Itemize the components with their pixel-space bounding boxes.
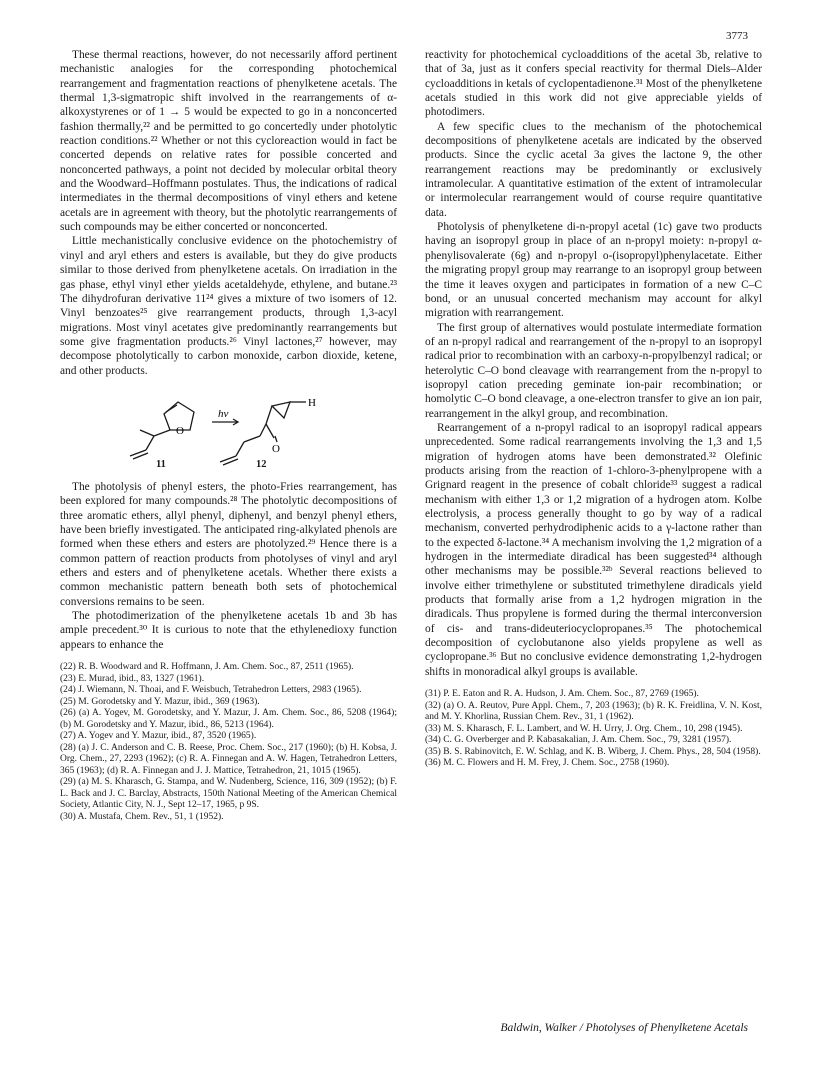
- o-atom-11: O: [176, 424, 184, 437]
- paragraph: Photolysis of phenylketene di-n-propyl acetal (1c) gave two products having an isopropyl group in place of an n-propyl moiety: n-propyl α-phenylisovalerate (6g) and n-propyl o-(isopropyl)phenylacetate. Either the migrating propyl group may rearrange to an isopropyl group between the time it leaves oxygen and participates in formation of a new C–C bond, or an unusual concerted mechanism may account for alkyl migration with rearrangement.: [425, 221, 762, 320]
- h-atom-12: H: [308, 396, 316, 409]
- reference: (36) M. C. Flowers and H. M. Frey, J. Chem. Soc., 2758 (1960).: [425, 758, 670, 769]
- compound-label-11: 11: [156, 458, 166, 470]
- reference: (35) B. S. Rabinovitch, E. W. Schlag, and K. B. Wiberg, J. Chem. Phys., 28, 504 (1958).: [425, 746, 761, 757]
- ring-12: [272, 402, 290, 418]
- reference: (26) (a) A. Yogev, M. Gorodetsky, and Y. Mazur, J. Am. Chem. Soc., 86, 5208 (1964); (b) M. Gorodetsky and Y. Mazur, ibid., 86, 5213 (1964).: [60, 708, 397, 730]
- o-atom-12: O: [272, 442, 280, 455]
- paragraph: These thermal reactions, however, do not necessarily afford pertinent mechanistic analogies for the corresponding photochemical rearrangement and fragmentation reactions of phenylketene acetals. The thermal 1,3-sigmatropic shift involved in the rearrangements of α-alkoxystyrenes or of 1 → 5 would be expected to go in a nonconcerted fashion thermally,²² and be permitted to go concertedly under photolytic reaction conditions.²² Whether or not this cycloreaction would in fact be concerted depends on relative rates for possible concerted and nonconcerted pathways, a point not decided by molecular orbital theory and the Woodward–Hoffmann postulates. Thus, the indications of radical intermediates in the thermal decompositions of vinyl ethers and ketene acetals are in agreement with theory, but the photolytic rearrangements of such compounds may be either concerted or nonconcerted.: [60, 49, 397, 234]
- paragraph: Rearrangement of a n-propyl radical to an isopropyl radical appears unprecedented. Some radical rearrangements involving the 1,3 and 1,5 migration of hydrogen atoms have been demonstrated.³² Olefinic products arising from the reaction of 1-chloro-3-phenylpropene with a Grignard reagent in the presence of cobalt chloride³³ suggest a radical mechanism with either 1,3 or 1,2 migration of a hydrogen atom. Kolbe electrolysis, a process generally thought to go by way of a radical mechanism, converted perhydrodiphenic acids to a γ-lactone rather than to the expected δ-lactone.³⁴ A mechanism involving the 1,2 migration of a hydrogen in the intermediate diradical has been suggested³⁴ although other mechanisms may be possible.³²ᵇ Several reactions believed to involve either trimethylene or substituted trimethylene diradicals yield products that formally arise from a 1,2 hydrogen migration in the diradicals. Thus propylene is formed during the thermal interconversion of cis- and trans-dideuteriocyclopropanes.³⁵ The photochemical decomposition of cyclobutanone also yields propylene as well as cyclopropane.³⁶ But no conclusive evidence demonstrating 1,2-hydrogen shifts in monoradical alkyl groups is available.: [425, 421, 762, 678]
- side-chain-11: [154, 430, 170, 436]
- reference: (30) A. Mustafa, Chem. Rev., 51, 1 (1952).: [60, 811, 224, 822]
- reference: (33) M. S. Kharasch, F. L. Lambert, and W. H. Urry, J. Org. Chem., 10, 298 (1945).: [425, 723, 743, 734]
- reference: (24) J. Wiemann, N. Thoai, and F. Weisbuch, Tetrahedron Letters, 2983 (1965).: [60, 685, 362, 696]
- right-column: [425, 48, 762, 770]
- left-column: [60, 48, 397, 823]
- paragraph: reactivity for photochemical cycloadditions of the acetal 3b, relative to that of 3a, just as it confers special reactivity for thermal Diels–Alder cycloadditions in ketals of cyclopentadienone.³¹ Most of the phenylketene acetals studied in this work did not give appreciable yields of photodimers.: [425, 49, 762, 119]
- scheme-structures: [60, 384, 397, 472]
- running-title: Baldwin, Walker / Photolyses of Phenylketene Acetals: [500, 1022, 748, 1034]
- compound-label-12: 12: [256, 458, 267, 470]
- reference: (31) P. E. Eaton and R. A. Hudson, J. Am. Chem. Soc., 87, 2769 (1965).: [425, 689, 699, 700]
- paragraph: The photolysis of phenyl esters, the photo-Fries rearrangement, has been explored for many compounds.²⁸ The photolytic decompositions of three aromatic ethers, allyl phenyl, diphenyl, and benzyl phenyl ethers, have been briefly investigated. The anticipated ring-alkylated phenols are formed when these ethers and esters are photolyzed.²⁹ Hence there is a common pattern of reaction products from photolyses of vinyl and aryl ethers and esters and of phenylketene acetals. Whether there exists a common mechanistic pattern beneath both sets of photochemical conversions remains to be seen.: [60, 480, 397, 608]
- reference: (22) R. B. Woodward and R. Hoffmann, J. Am. Chem. Soc., 87, 2511 (1965).: [60, 662, 354, 673]
- page-number: 3773: [726, 30, 748, 42]
- reference: (23) E. Murad, ibid., 83, 1327 (1961).: [60, 673, 205, 684]
- paragraph: The photodimerization of the phenylketene acetals 1b and 3b has ample precedent.³⁰ It is curious to note that the ethylenedioxy function appears to enhance the: [60, 610, 397, 651]
- reaction-scheme: [60, 384, 397, 472]
- paragraph: Little mechanistically conclusive evidence on the photochemistry of vinyl and aryl ethers and esters is available, but they do give products similar to those derived from phenylketene acetals. On irradiation in the gas phase, ethyl vinyl ether yields acetaldehyde, ethylene, and butane.²³ The dihydrofuran derivative 11²⁴ gives a mixture of two isomers of 12. Vinyl benzoates²⁵ give rearrangement products, through 1,3-acyl migrations. Most vinyl acetates give predominantly rearrangements but some give fragmentation products.²⁶ Vinyl lactones,²⁷ however, may decompose photolytically to carbon monoxide, carbon dioxide, ketene, and other products.: [60, 235, 397, 377]
- reference: (28) (a) J. C. Anderson and C. B. Reese, Proc. Chem. Soc., 217 (1960); (b) H. Kobsa, J. Org. Chem., 27, 2293 (1962); (c) R. A. Finnegan and A. W. Hagen, Tetrahedron Letters, 365 (1963); (d) R. A. Finnegan and J. J. Mattice, Tetrahedron, 21, 1015 (1965).: [60, 742, 397, 776]
- reference: (27) A. Yogev and Y. Mazur, ibid., 87, 3520 (1965).: [60, 731, 257, 742]
- references-left: [60, 662, 397, 823]
- reference: (32) (a) O. A. Reutov, Pure Appl. Chem., 7, 203 (1963); (b) R. K. Freidlina, V. N. Kost, and M. Y. Khorlina, Russian Chem. Rev., 31, 1 (1962).: [425, 700, 762, 723]
- reference: (34) C. G. Overberger and P. Kabasakalian, J. Am. Chem. Soc., 79, 3281 (1957).: [425, 735, 732, 746]
- paragraph: A few specific clues to the mechanism of the photochemical decompositions of phenylketene acetals are indicated by the observed products. Since the cyclic acetal 3a gives the lactone 9, the other rearrangement reactions may be predominantly or exclusively intramolecular. A quantitative estimation of the extent of intramolecular or intermolecular rearrangement would of course require quantitative data.: [425, 120, 762, 219]
- arrow-label: hν: [218, 407, 229, 420]
- reference: (25) M. Gorodetsky and Y. Mazur, ibid., 369 (1963).: [60, 696, 260, 707]
- paragraph: The first group of alternatives would postulate intermediate formation of an n-propyl radical and rearrangement of the n-propyl to an isopropyl radical prior to recombination with an carboxy-n-propylbenzyl radical; or heterolytic C–O bond cleavage with rearrangement from the n-propyl to isopropyl cation preceding geminate ion-pair recombination; or homolytic C–O bond cleavage, a one-electron transfer to give an ion pair, rearrangement in the alkyl group, and recombination.: [425, 321, 762, 420]
- references-right: [425, 689, 762, 770]
- reference: (29) (a) M. S. Kharasch, G. Stampa, and W. Nudenberg, Science, 116, 309 (1952); (b) F. L. Back and J. C. Barclay, Abstracts, 150th National Meeting of the American Chemical Society, Atlantic City, N. J., Sept 12–17, 1965, p 9S.: [60, 777, 397, 811]
